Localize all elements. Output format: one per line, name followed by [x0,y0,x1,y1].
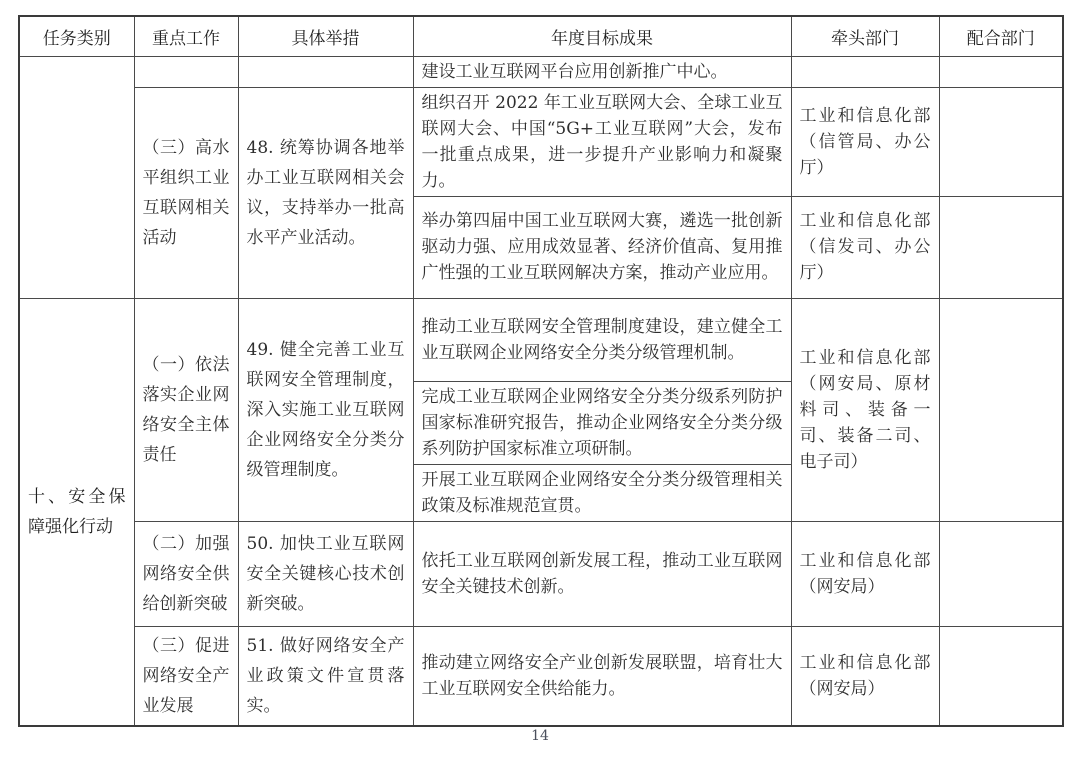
lead-dept-cell: 工业和信息化部（网安局） [791,626,939,726]
lead-dept-cell-empty [791,56,939,87]
header-key-work: 重点工作 [134,16,238,56]
page-number: 14 [531,728,549,744]
work-cell: （二）加强网络安全供给创新突破 [134,521,238,626]
work-cell-empty [134,56,238,87]
lead-dept-cell: 工业和信息化部（信管局、办公厅） [791,87,939,196]
result-cell: 推动工业互联网安全管理制度建设，建立健全工业互联网企业网络安全分类分级管理机制。 [413,298,791,381]
header-annual-target: 年度目标成果 [413,16,791,56]
header-specific-measures: 具体举措 [238,16,413,56]
result-cell: 举办第四届中国工业互联网大赛，遴选一批创新驱动力强、应用成效显著、经济价值高、复用推广性强的工业互联网解决方案，推动产业应用。 [413,196,791,298]
table-row [19,521,1063,626]
measure-cell-empty [238,56,413,87]
lead-dept-cell: 工业和信息化部（网安局、原材料司、装备一司、装备二司、电子司） [791,298,939,521]
work-cell: （三）高水平组织工业互联网相关活动 [134,87,238,298]
header-lead-department: 牵头部门 [791,16,939,56]
result-cell: 推动建立网络安全产业创新发展联盟，培育壮大工业互联网安全供给能力。 [413,626,791,726]
work-plan-table [18,15,1064,727]
coop-dept-cell [939,87,1063,196]
lead-dept-cell: 工业和信息化部（信发司、办公厅） [791,196,939,298]
table-row [19,56,1063,87]
header-task-category: 任务类别 [19,16,134,56]
result-cell: 依托工业互联网创新发展工程，推动工业互联网安全关键技术创新。 [413,521,791,626]
header-cooperating-department: 配合部门 [939,16,1063,56]
measure-cell: 49. 健全完善工业互联网安全管理制度，深入实施工业互联网企业网络安全分类分级管理制度。 [238,298,413,521]
coop-dept-cell [939,298,1063,521]
measure-cell: 48. 统筹协调各地举办工业互联网相关会议，支持举办一批高水平产业活动。 [238,87,413,298]
result-cell: 开展工业互联网企业网络安全分类分级管理相关政策及标准规范宣贯。 [413,464,791,521]
coop-dept-cell [939,56,1063,87]
category-cell: 十、安全保障强化行动 [19,298,134,726]
header-row [19,16,1063,56]
category-cell-empty [19,56,134,298]
lead-dept-cell: 工业和信息化部（网安局） [791,521,939,626]
table-row [19,298,1063,381]
work-cell: （一）依法落实企业网络安全主体责任 [134,298,238,521]
result-cell: 组织召开 2022 年工业互联网大会、全球工业互联网大会、中国“5G+工业互联网”大会，发布一批重点成果，进一步提升产业影响力和凝聚力。 [413,87,791,196]
result-cell: 建设工业互联网平台应用创新推广中心。 [413,56,791,87]
coop-dept-cell [939,626,1063,726]
measure-cell: 50. 加快工业互联网安全关键核心技术创新突破。 [238,521,413,626]
coop-dept-cell [939,521,1063,626]
result-cell: 完成工业互联网企业网络安全分类分级系列防护国家标准研究报告，推动企业网络安全分类分级系列防护国家标准立项研制。 [413,381,791,464]
work-cell: （三）促进网络安全产业发展 [134,626,238,726]
coop-dept-cell [939,196,1063,298]
table-row [19,626,1063,726]
table-row [19,87,1063,196]
measure-cell: 51. 做好网络安全产业政策文件宣贯落实。 [238,626,413,726]
